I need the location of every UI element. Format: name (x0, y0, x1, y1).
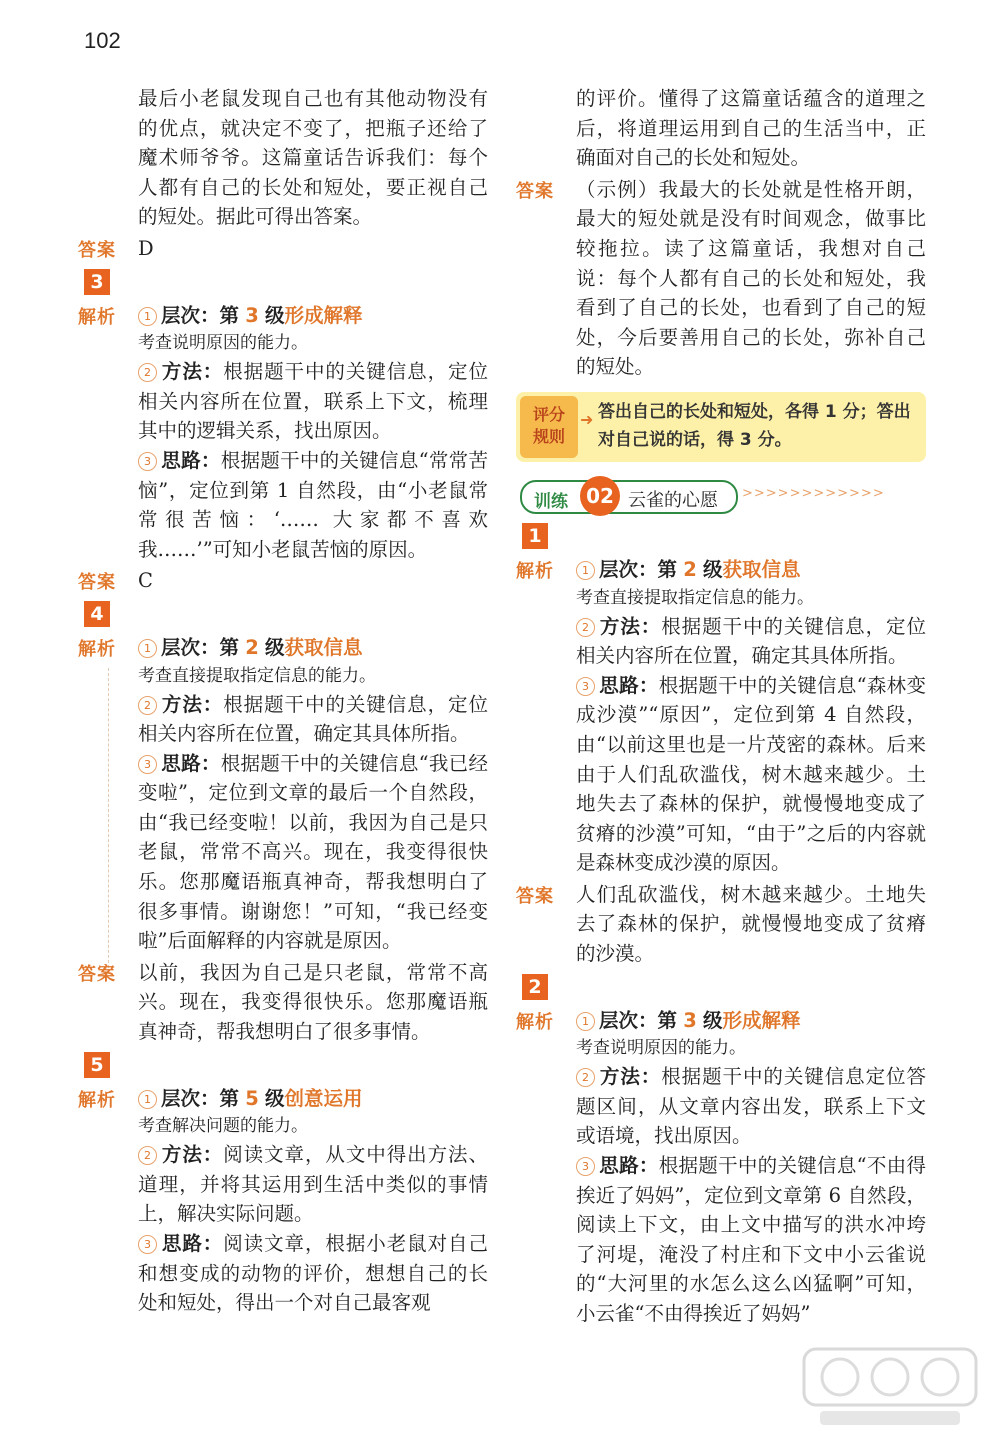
question-number-badge: 5 (84, 1052, 110, 1078)
thought-text: 阅读文章，根据小老鼠对自己和想变成的动物的评价，想想自己的长处和短处，得出一个对自己最客观 (138, 1232, 488, 1315)
answer-text: C (138, 569, 153, 593)
answer-label: 答案 (78, 239, 116, 261)
circled-three-icon: 3 (138, 452, 157, 471)
method-text: 根据题干中的关键信息，定位相关内容所在位置，联系上下文，梳理其中的逻辑关系，找出原因。 (138, 360, 488, 443)
analysis-label: 解析 (78, 638, 116, 660)
right-column: 的评价。懂得了这篇童话蕴含的道理之后，将道理运用到自己的生活当中，正确面对自己的长处和短处。 答案 （示例）我最大的长处就是性格开朗，最大的短处就是没有时间观念，做事比较拖拉。读了这篇童话，我想对自己说：每个人都有自己的长处和短处，我看到了自己的长处，也看到了自己的短处，今后要善用自己的长处，弥补自己的短处。 评分 规则 ➜ 答出自己的长处和短处，各得 1 分；答出对自己说的话，得 3 分。 训练 02 云雀的心愿 >>>>>>>>>>>> 1 解析 1 层次：第 2 级获取信息 考查直接提取指定信息的能力。 2 方法：根据题干中的关键信息，定位相关内容所在位置，确定其具体所指。 3 思路：根据题干中的关键信息“森林变成沙漠”“原因”，定位到第 4 自然段，由“以前这里也是一片茂密的森林。后来由于人们乱砍滥伐，树木越来越少。土地失去了森林的保护，就慢慢地变成了贫瘠的沙漠”可知，“由于”之后的内容就是森林变成沙漠的原因。 答案 人们乱砍滥伐，树木越来越少。土地失去了森林的保护，就慢慢地变成了贫瘠的沙漠。 2 解析 1 层次：第 3 级形成解释 考查说明原因的能力。 2 方法：根据题干中的关键信息定位答题区间，从文章内容出发，联系上下文或语境，找出原因。 3 思路：根据题干中的关键信息“不由得挨近了妈妈”，定位到文章第 6 自然段，阅读上下文，由上文中描写的洪水冲垮了河堤，淹没了村庄和下文中小云雀说的“大河里的水怎么这么凶猛啊”可知，小云雀“不由得挨近了妈妈” (516, 84, 926, 1329)
answer-label: 答案 (78, 572, 116, 594)
analysis-continuation: 最后小老鼠发现自己也有其他动物没有的优点，就决定不变了，把瓶子还给了魔术师爷爷。这篇童话告诉我们：每个人都有自己的长处和短处，要正视自己的短处。据此可得出答案。 (138, 87, 488, 229)
thought-text: 根据题干中的关键信息“森林变成沙漠”“原因”，定位到第 4 自然段，由“以前这里也是一片茂密的森林。后来由于人们乱砍滥伐，树木越来越少。土地失去了森林的保护，就慢慢地变成了贫瘠的沙漠”可知，“由于”之后的内容就是森林变成沙漠的原因。 (576, 673, 926, 875)
circled-two-icon: 2 (138, 1146, 157, 1165)
analysis-label: 解析 (78, 1089, 116, 1111)
training-label: 训练 (534, 491, 568, 512)
method-text: 根据题干中的关键信息，定位相关内容所在位置，确定其具体所指。 (138, 692, 488, 746)
method-text: 阅读文章，从文中得出方法、道理，并将其运用到生活中类似的事情上，解决实际问题。 (138, 1143, 488, 1226)
circled-one-icon: 1 (576, 561, 595, 580)
training-number: 02 (580, 476, 620, 516)
page-number: 102 (84, 28, 121, 53)
level-name: 获取信息 (722, 557, 801, 581)
question-number-badge: 1 (522, 523, 548, 549)
circled-three-icon: 3 (576, 677, 595, 696)
circled-one-icon: 1 (138, 639, 157, 658)
analysis-label: 解析 (78, 306, 116, 328)
circled-one-icon: 1 (138, 1090, 157, 1109)
method-text: 根据题干中的关键信息，定位相关内容所在位置，确定其具体所指。 (576, 614, 926, 668)
ability-text: 考查直接提取指定信息的能力。 (138, 665, 376, 686)
circled-three-icon: 3 (576, 1157, 595, 1176)
ability-text: 考查直接提取指定信息的能力。 (576, 587, 814, 608)
arrow-right-icon: ➜ (580, 409, 594, 429)
circled-two-icon: 2 (576, 618, 595, 637)
answer-label: 答案 (516, 180, 554, 202)
answer-text: （示例）我最大的长处就是性格开朗，最大的短处就是没有时间观念，做事比较拖拉。读了这篇童话，我想对自己说：每个人都有自己的长处和短处，我看到了自己的长处，也看到了自己的短处，今后要善用自己的长处，弥补自己的短处。 (576, 177, 926, 379)
analysis-label: 解析 (516, 1011, 554, 1033)
ability-text: 考查说明原因的能力。 (576, 1038, 746, 1059)
chevrons-decoration: >>>>>>>>>>>> (742, 485, 885, 501)
answer-text: D (138, 236, 154, 260)
level-name: 形成解释 (284, 303, 363, 327)
question-number-badge: 3 (84, 269, 110, 295)
question-number-badge: 4 (84, 601, 110, 627)
scoring-rule-tag: 评分 规则 (520, 396, 578, 458)
watermark-logo (800, 1345, 980, 1435)
level-name: 形成解释 (722, 1008, 801, 1032)
level-name: 创意运用 (284, 1086, 363, 1110)
analysis-continuation: 的评价。懂得了这篇童话蕴含的道理之后，将道理运用到自己的生活当中，正确面对自己的长处和短处。 (576, 87, 926, 170)
answer-text: 人们乱砍滥伐，树木越来越少。土地失去了森林的保护，就慢慢地变成了贫瘠的沙漠。 (576, 882, 926, 966)
level-name: 获取信息 (284, 635, 363, 659)
answer-label: 答案 (516, 885, 554, 907)
circled-three-icon: 3 (138, 1235, 157, 1254)
training-title: 云雀的心愿 (628, 489, 718, 511)
circled-one-icon: 1 (138, 307, 157, 326)
question-number-badge: 2 (522, 974, 548, 1000)
thought-text: 根据题干中的关键信息“常常苦恼”，定位到第 1 自然段，由“小老鼠常常很苦恼：‘…… 大家都不喜欢我……’”可知小老鼠苦恼的原因。 (138, 448, 488, 561)
answer-label: 答案 (78, 963, 116, 985)
ability-text: 考查解决问题的能力。 (138, 1116, 308, 1137)
circled-three-icon: 3 (138, 755, 157, 774)
thought-text: 根据题干中的关键信息“我已经变啦”，定位到文章的最后一个自然段，由“我已经变啦！以前，我因为自己是只老鼠，常常不高兴。现在，我变得很快乐。您那魔语瓶真神奇，帮我想明白了很多事情。谢谢您！”可知，“我已经变啦”后面解释的内容就是原因。 (138, 751, 488, 953)
circled-one-icon: 1 (576, 1012, 595, 1031)
training-pill (520, 480, 738, 514)
training-header (516, 474, 926, 518)
method-text: 根据题干中的关键信息定位答题区间，从文章内容出发，联系上下文或语境，找出原因。 (576, 1065, 926, 1148)
scoring-rule-box (516, 392, 926, 462)
circled-two-icon: 2 (138, 363, 157, 382)
ability-text: 考查说明原因的能力。 (138, 333, 308, 354)
circled-two-icon: 2 (138, 696, 157, 715)
analysis-label: 解析 (516, 560, 554, 582)
thought-text: 根据题干中的关键信息“不由得挨近了妈妈”，定位到文章第 6 自然段，阅读上下文，由上文中描写的洪水冲垮了河堤，淹没了村庄和下文中小云雀说的“大河里的水怎么这么凶猛啊”可知，小云雀“不由得挨近了妈妈” (576, 1154, 926, 1325)
scoring-rule-text: 答出自己的长处和短处，各得 1 分；答出对自己说的话，得 3 分。 (598, 401, 911, 450)
answer-text: 以前，我因为自己是只老鼠，常常不高兴。现在，我变得很快乐。您那魔语瓶真神奇，帮我想明白了很多事情。 (138, 960, 488, 1044)
circled-two-icon: 2 (576, 1068, 595, 1087)
left-column: 最后小老鼠发现自己也有其他动物没有的优点，就决定不变了，把瓶子还给了魔术师爷爷。这篇童话告诉我们：每个人都有自己的长处和短处，要正视自己的短处。据此可得出答案。 答案 D 3 解析 1 层次：第 3 级形成解释 考查说明原因的能力。 2 方法：根据题干中的关键信息，定位相关内容所在位置，联系上下文，梳理其中的逻辑关系，找出原因。 3 思路：根据题干中的关键信息“常常苦恼”，定位到第 1 自然段，由“小老鼠常常很苦恼：‘…… 大家都不喜欢我……’”可知小老鼠苦恼的原因。 答案 C 4 解析 1 层次：第 2 级获取信息 考查直接提取指定信息的能力。 2 方法：根据题干中的关键信息，定位相关内容所在位置，确定其具体所指。 3 思路：根据题干中的关键信息“我已经变啦”，定位到文章的最后一个自然段，由“我已经变啦！以前，我因为自己是只老鼠，常常不高兴。现在，我变得很快乐。您那魔语瓶真神奇，帮我想明白了很多事情。谢谢您！”可知，“我已经变啦”后面解释的内容就是原因。 答案 以前，我因为自己是只老鼠，常常不高兴。现在，我变得很快乐。您那魔语瓶真神奇，帮我想明白了很多事情。 5 解析 1 层次：第 5 级创意运用 考查解决问题的能力。 2 方法：阅读文章，从文中得出方法、道理，并将其运用到生活中类似的事情上，解决实际问题。 3 思路：阅读文章，根据小老鼠对自己和想变成的动物的评价，想想自己的长处和短处，得出一个对自己最客观 (78, 84, 488, 1318)
